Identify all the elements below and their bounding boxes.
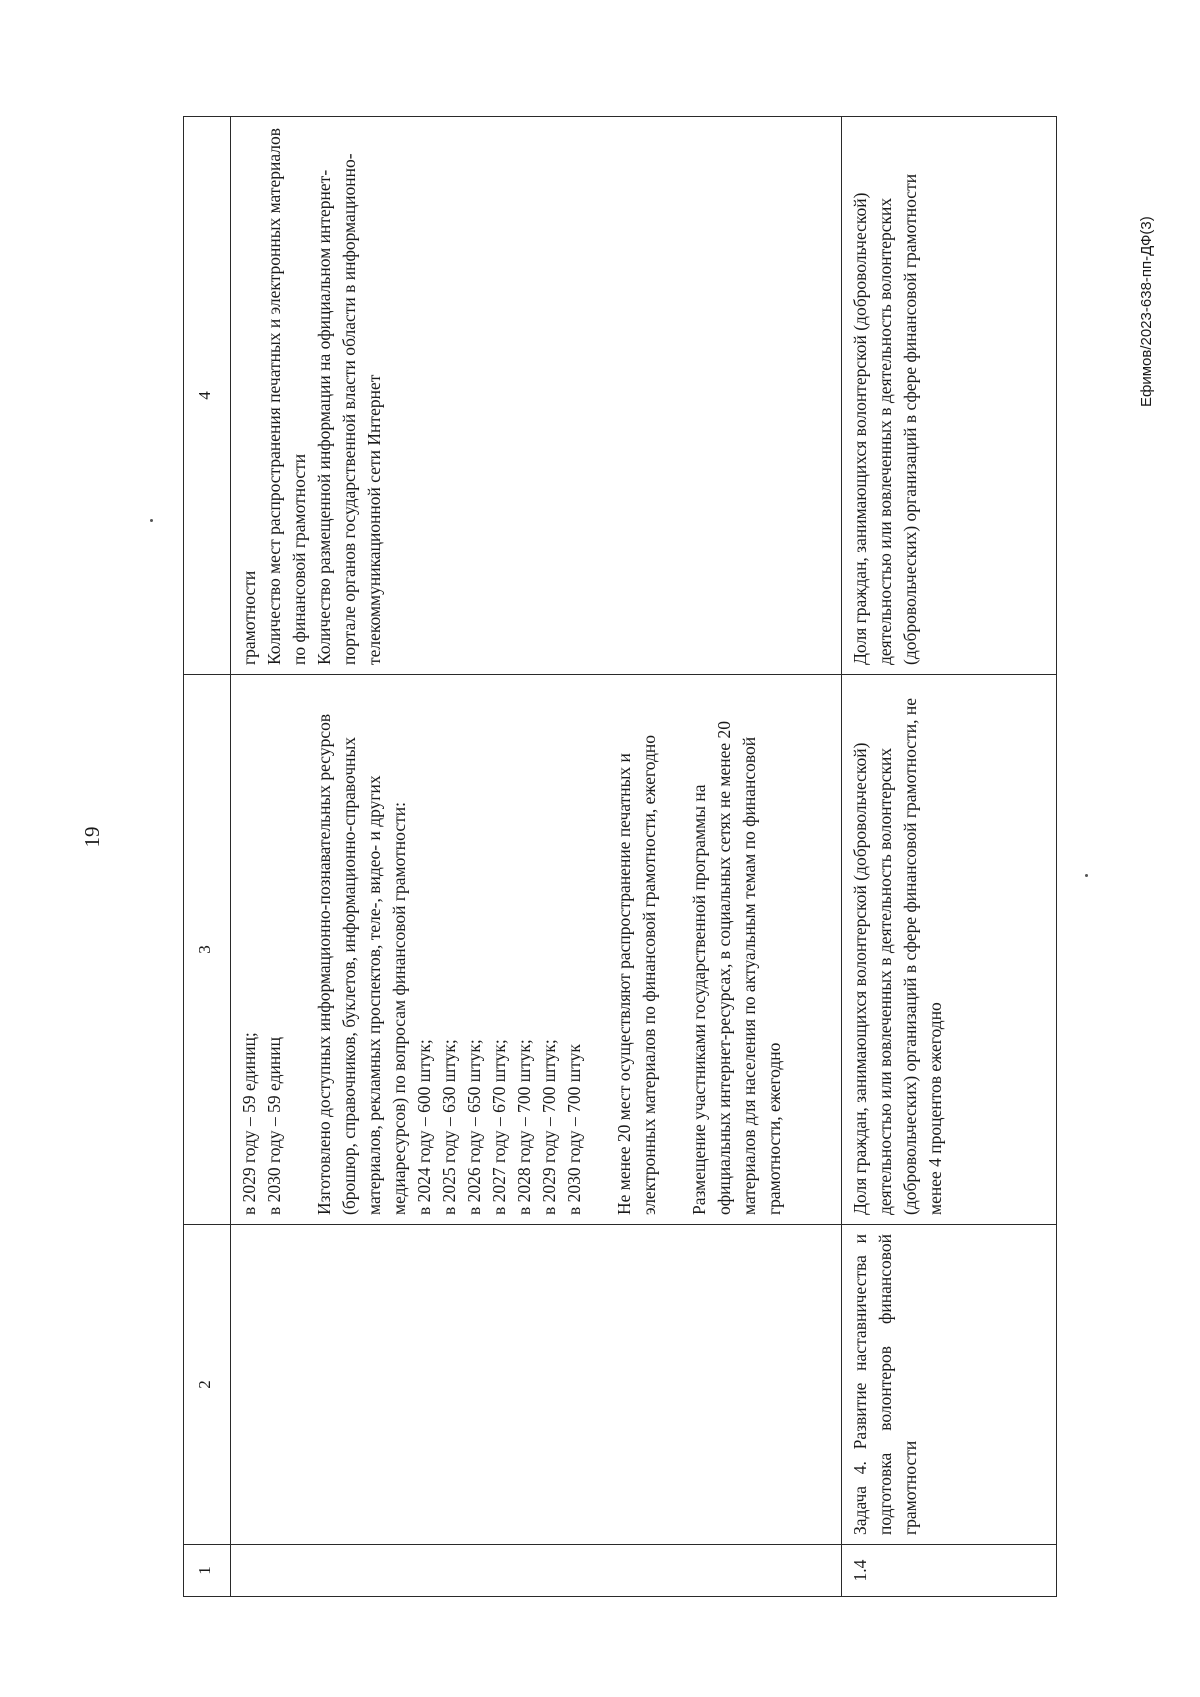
- result-item: в 2030 году – 700 штук: [564, 1044, 585, 1215]
- cell-indicator: [231, 117, 842, 675]
- result-block-places: Не менее 20 мест осуществляют распространение печатных и электронных материалов по финансовой грамотности, ежегодно: [614, 734, 660, 1215]
- cell-result: [231, 675, 842, 1225]
- result-item: в 2025 году – 630 штук;: [439, 1039, 460, 1215]
- table-header-row: [184, 117, 231, 1597]
- result-item: в 2028 году – 700 штук;: [514, 1039, 535, 1215]
- result-block-resources: Изготовлено доступных информационно-познавательных ресурсов (брошюр, справочников, буклетов, информационно-справочных материалов, рекламных проспектов, теле-, видео- и других медиаресурсов) по вопросам финансовой грамотности:: [314, 713, 410, 1215]
- result-block-online: Размещение участниками государственной программы на официальных интернет-ресурсах, в социальных сетях не менее 20 материалов для населения по актуальным темам по финансовой грамотности, ежегодно: [689, 720, 785, 1215]
- result-item: в 2026 году – 650 штук;: [464, 1039, 485, 1215]
- cell-number: [231, 1545, 842, 1597]
- program-table: [183, 116, 1057, 1597]
- result-item: в 2024 году – 600 штук;: [414, 1039, 435, 1215]
- table-row: [231, 117, 842, 1597]
- result-line: в 2029 году – 59 единиц;: [239, 1032, 260, 1215]
- result-line: в 2030 году – 59 единиц: [264, 1037, 285, 1215]
- table-row: [842, 117, 1057, 1597]
- cell-indicator: Доля граждан, занимающихся волонтерской (добровольческой) деятельностью или вовлеченных в деятельность волонтерских (добровольческих) организаций в сфере финансовой грамотности: [842, 117, 1057, 675]
- cell-result: Доля граждан, занимающихся волонтерской (добровольческой) деятельностью или вовлеченных в деятельность волонтерских (добровольческих) организаций в сфере финансовой грамотности, не менее 4 процентов ежегодно: [842, 675, 1057, 1225]
- result-item: в 2029 году – 700 штук;: [539, 1039, 560, 1215]
- cell-task: [231, 1225, 842, 1545]
- scan-speck: [150, 519, 153, 522]
- scan-speck: [1085, 874, 1088, 877]
- result-item: в 2027 году – 670 штук;: [489, 1039, 510, 1215]
- cell-number: 1.4: [842, 1545, 1057, 1597]
- page-number: 19: [80, 826, 104, 848]
- cell-task: Задача 4. Развитие наставничества и подготовка волонтеров финансовой грамотности: [842, 1225, 1057, 1545]
- document-footer-id: Ефимов/2023-638-пп-ДФ(3): [1138, 216, 1155, 407]
- indicator-online: Количество размещенной информации на официальном интернет-портале органов государственной власти области в информационно-телекоммуникационной сети Интернет: [314, 153, 385, 665]
- indicator-places: Количество мест распространения печатных и электронных материалов по финансовой грамотности: [264, 127, 310, 665]
- header-col-3: 3: [184, 675, 231, 1225]
- header-col-1: 1: [184, 1545, 231, 1597]
- indicator-line: грамотности: [239, 570, 260, 665]
- header-col-4: 4: [184, 117, 231, 675]
- header-col-2: 2: [184, 1225, 231, 1545]
